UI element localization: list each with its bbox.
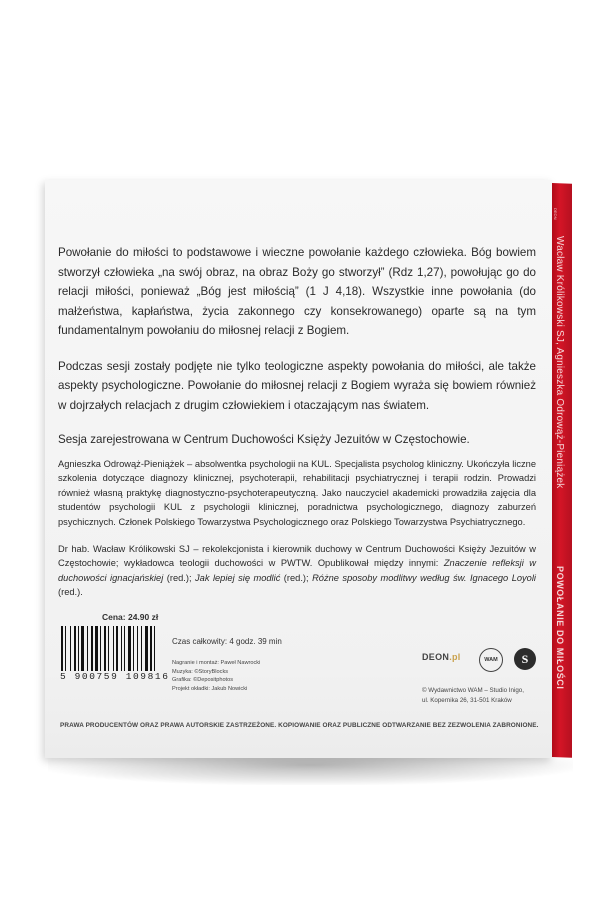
book-title-3: Różne sposoby modlitwy według św. Ignacego Loyoli <box>312 572 536 583</box>
barcode-bar <box>87 626 88 671</box>
recording-note: Sesja zarejestrowana w Centrum Duchowości Księży Jezuitów w Częstochowie. <box>58 433 470 446</box>
deon-logo-text: DEON <box>422 652 450 662</box>
barcode-bar <box>108 626 109 671</box>
spine-title: POWOŁANIE DO MIŁOŚCI <box>555 566 565 690</box>
spine-authors: Wacław Królikowski SJ, Agnieszka Odrowąż-Pieniążek <box>554 236 565 489</box>
book-title-1: Znaczenie refleksji w duchowości ignacjańskiej <box>58 558 536 583</box>
book-list-end: (red.). <box>58 587 83 598</box>
barcode-bar <box>61 626 63 671</box>
author-bio-1-text: – absolwentka psychologii na KUL. Specjalista psycholog kliniczny. Ukończyła liczne szkolenia dotyczące diagnozy klinicznej, psychoterapii, rehabilitacji psychiatrycznej i terapii rodzin. Prowadzi również własną praktykę diagnostyczno-psychoterapeutyczną. Jako nauczyciel akademicki prowadziła zajęcia dla studentów psychologii KUL z psychologii klinicznej, poradnictwa psychologicznego, diagnozy zaburzeń psychicznych. Członek Polskiego Towarzystwa Psychologicznego oraz Polskiego Towarzystwa Psychiatrycznego. <box>58 459 536 527</box>
publisher-line-2: ul. Kopernika 26, 31-501 Kraków <box>422 696 512 704</box>
barcode-bar <box>95 626 98 671</box>
barcode-bar <box>121 626 122 671</box>
barcode-bar <box>100 626 101 671</box>
copyright-notice: PRAWA PRODUCENTÓW ORAZ PRAWA AUTORSKIE ZASTRZEŻONE. KOPIOWANIE ORAZ PUBLICZNE ODTWARZANIE BEZ ZEZWOLENIA ZABRONIONE. <box>60 722 539 729</box>
back-cover-text <box>58 243 536 600</box>
author-bio-1 <box>58 457 536 529</box>
spine-code: DEON <box>553 208 558 220</box>
deon-logo <box>422 652 461 662</box>
barcode-bar <box>124 626 125 671</box>
barcode-bar <box>133 626 134 671</box>
credit-line: Grafika: ©Depositphotos <box>172 677 234 684</box>
publisher-info <box>422 686 524 705</box>
book-title-2: Jak lepiej się modlić <box>195 572 281 583</box>
barcode-bar <box>150 626 152 671</box>
barcode-bar <box>65 626 66 671</box>
barcode-bar <box>116 626 118 671</box>
studio-inigo-logo: S <box>514 648 536 670</box>
barcode-bar <box>113 626 114 671</box>
barcode-bar <box>78 626 79 671</box>
credit-line: Nagranie i montaż: Paweł Nawrocki <box>172 660 261 666</box>
wam-logo: WAM <box>479 648 503 672</box>
barcode-bar <box>145 626 148 671</box>
barcode-bar <box>74 626 76 671</box>
total-duration: Czas całkowity: 4 godz. 39 min <box>172 637 282 646</box>
author-bio-2-text: – rekolekcjonista i kierownik duchowy w Centrum Duchowości Księży Jezuitów w Częstochowie; wykładowca teologii duchowości w PWTW. Opublikował między innymi: <box>58 544 536 569</box>
author-name-1: Agnieszka Odrowąż-Pieniążek <box>58 459 185 469</box>
barcode <box>61 626 180 671</box>
barcode-bar <box>128 626 131 671</box>
publisher-line-1: © Wydawnictwo WAM – Studio Inigo, <box>422 687 524 694</box>
barcode-bar <box>81 626 84 671</box>
price-label: Cena: 24.90 zł <box>102 612 159 622</box>
author-name-2: Dr hab. Wacław Królikowski SJ <box>58 544 190 555</box>
book-separator-2: (red.); <box>280 572 313 583</box>
credit-line: Muzyka: ©StoryBlocks <box>172 668 229 675</box>
author-bio-2 <box>58 542 536 600</box>
production-credits <box>172 659 260 693</box>
barcode-bar <box>91 626 93 671</box>
description-paragraph-1: Powołanie do miłości to podstawowe i wieczne powołanie każdego człowieka. Bóg bowiem stworzył człowieka „na swój obraz, na obraz Boży go stworzył” (Rdz 1,27), powołując go do relacji miłości, ponieważ „Bóg jest miłością” (1 J 4,18). Wszystkie inne powołania (do małżeństwa, kapłaństwa, życia zakonnego czy konsekrowanego) oparte są na tym fundamentalnym powołaniu do miłosnej relacji z Bogiem. <box>58 246 536 337</box>
barcode-digits: 5 900759 109816 <box>60 671 170 682</box>
book-separator-1: (red.); <box>163 572 196 583</box>
credit-line: Projekt okładki: Jakub Nowicki <box>172 685 248 692</box>
barcode-bar <box>137 626 138 671</box>
description-paragraph-2: Podczas sesji zostały podjęte nie tylko teologiczne aspekty powołania do miłości, ale także aspekty psychologiczne. Powołanie do miłosnej relacji z Bogiem wyraża się bowiem również w dojrzałych relacjach z drugim człowiekiem i otaczającym nas światem. <box>58 359 536 412</box>
barcode-bar <box>70 626 71 671</box>
deon-logo-suffix: .pl <box>449 652 461 662</box>
barcode-bar <box>154 626 155 671</box>
barcode-bar <box>141 626 142 671</box>
barcode-bar <box>104 626 106 671</box>
